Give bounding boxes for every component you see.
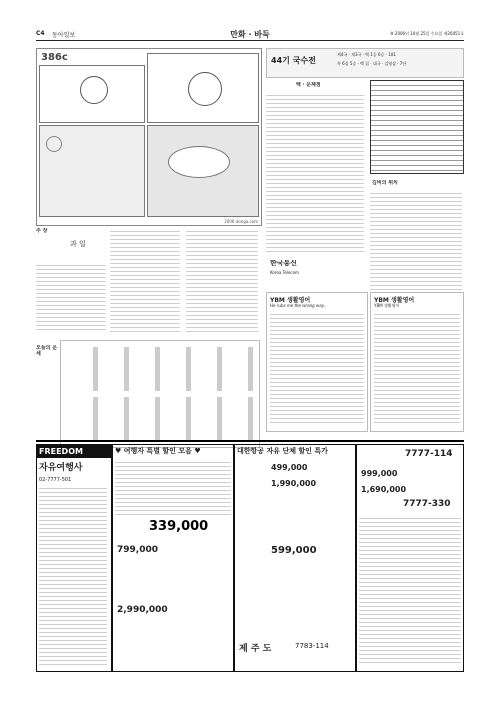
english-left-text (270, 311, 364, 425)
comic-panel-2 (147, 53, 259, 123)
horoscope-title: 오늘의 운세 (36, 345, 58, 357)
jeju-phone: 7783-114 (295, 642, 329, 650)
freedom-brand: FREEDOM (37, 445, 111, 458)
column-text (36, 262, 106, 332)
speech-bubble (168, 146, 230, 178)
comic-panel-1 (39, 65, 145, 123)
price-h: 2,990,000 (117, 605, 168, 615)
freedom-ad (36, 444, 112, 672)
english-left-title: YBM 생활영어 (270, 297, 311, 304)
tour-listing-3 (359, 515, 461, 665)
baduk-answer-text (370, 190, 462, 290)
comic-strip (36, 48, 262, 226)
baduk-round: 제4국 · 제3국 · 백 1승 6승 · 101 (337, 52, 396, 57)
english-right-text (374, 311, 460, 425)
character-face-icon (80, 76, 108, 104)
tour-banner-2: 대한항공 자유 단체 할인 특가 (237, 447, 328, 455)
zodiac-row-2 (67, 397, 253, 441)
baduk-answer-title: 김비의 위치 (372, 180, 398, 186)
tour-ad-2 (234, 444, 356, 672)
tour-listing-1 (115, 459, 231, 515)
tour-ad-1 (112, 444, 234, 672)
baduk-commentary (266, 92, 364, 252)
zodiac-row-1 (67, 347, 253, 391)
price-g: 599,000 (271, 545, 317, 556)
baduk-logo-sub: Korea Telecom (270, 270, 299, 275)
moon-icon (46, 136, 62, 152)
freedom-listing (39, 485, 107, 665)
price-f: 799,000 (117, 545, 158, 555)
section-title: 만화 · 바둑 (230, 30, 270, 39)
price-c: 1,990,000 (271, 479, 317, 488)
english-box-right (370, 292, 464, 432)
page-header (36, 30, 464, 41)
english-right-sub: YBM 생활영어 (374, 303, 400, 308)
column-label: 과 일 (70, 240, 86, 248)
page-number: C4 (36, 30, 45, 37)
comic-caption: 2006 donga.com (224, 219, 258, 224)
article-text-a (110, 228, 180, 332)
date-line: ※ 2006년 10월 25일 수요일 제26451호 (390, 31, 464, 36)
english-box-left (266, 292, 368, 432)
tour-ad-3 (356, 444, 464, 672)
phone-right: 7777-114 (405, 449, 453, 459)
ads-section (36, 440, 464, 672)
freedom-phone: 02-7777-501 (39, 477, 72, 483)
english-right-title: YBM 생활영어 (374, 297, 415, 304)
comic-panel-4 (147, 125, 259, 217)
paper-name: 동아일보 (52, 32, 76, 39)
jeju-title: 제 주 도 (239, 644, 272, 654)
english-left-sub: He rubs me the wrong way. (270, 303, 326, 308)
comic-panel-3 (39, 125, 145, 217)
tour-banner: ♥ 여행자 특별 할인 모음 ♥ (115, 447, 201, 455)
comic-title: 386c (41, 52, 68, 63)
price-b: 499,000 (271, 463, 308, 472)
baduk-board (370, 80, 464, 174)
horoscope-grid (60, 340, 260, 448)
baduk-header (266, 48, 464, 78)
phone-right-2: 7777-330 (403, 499, 451, 509)
price-d: 999,000 (361, 469, 398, 478)
character-face-icon (188, 72, 222, 106)
article-text-b (186, 228, 258, 332)
baduk-commentary-title: 백 · 문제점 (296, 82, 321, 88)
price-e: 1,690,000 (361, 485, 407, 494)
price-a: 339,000 (149, 519, 209, 534)
column-subtitle: 주 장 (36, 228, 48, 234)
baduk-detail: 흑 6집 5승 · 백 집 · 대국 · 김영삼 · 7단 (337, 61, 407, 66)
freedom-name: 자유여행사 (39, 463, 83, 473)
baduk-title: 44기 국수전 (271, 56, 316, 65)
baduk-logo: 한국통신 (270, 260, 298, 266)
